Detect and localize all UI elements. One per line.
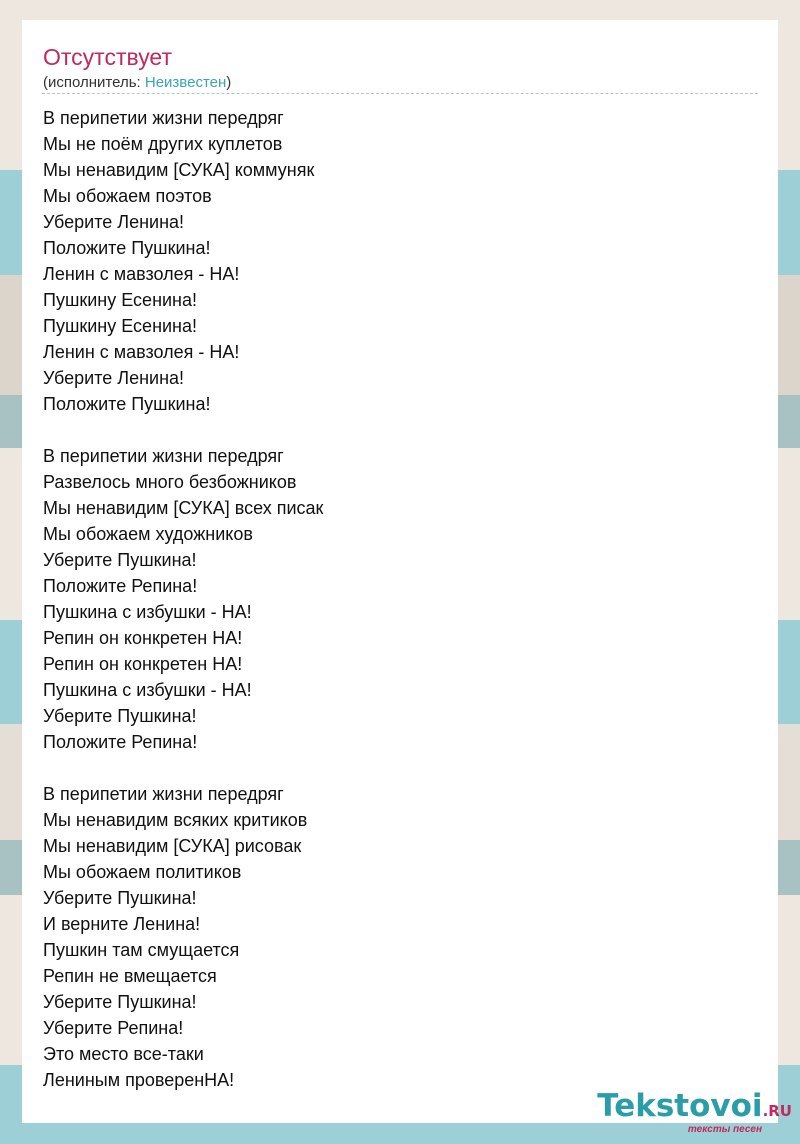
lyric-line: Мы ненавидим [СУКА] рисовак (43, 836, 302, 856)
lyric-line: Лениным проверенНА! (43, 1070, 235, 1090)
lyric-line: Положите Пушкина! (43, 238, 211, 258)
lyric-line: Уберите Пушкина! (43, 888, 197, 908)
lyrics-sheet (22, 20, 778, 1123)
artist-link[interactable]: Неизвестен (144, 74, 227, 91)
lyric-line: Положите Репина! (43, 732, 198, 752)
artist-suffix: ) (226, 74, 232, 91)
lyric-line: Репин не вмещается (43, 966, 217, 986)
lyric-line: Уберите Ленина! (43, 368, 185, 388)
lyric-line: Пушкину Есенина! (43, 316, 198, 336)
lyric-line: Уберите Ленина! (43, 212, 185, 232)
lyric-line: Мы обожаем художников (43, 524, 253, 544)
site-logo[interactable] (597, 1090, 792, 1136)
logo-tld: .RU (762, 1102, 792, 1120)
lyric-line: Мы ненавидим всяких критиков (43, 810, 308, 830)
stanza-gap (43, 417, 323, 443)
lyric-line: Уберите Пушкина! (43, 550, 197, 570)
lyric-line: Ленин с мавзолея - НА! (43, 264, 240, 284)
lyric-line: Мы ненавидим [СУКА] всех писак (43, 498, 324, 518)
stanza-gap (43, 755, 323, 781)
lyric-line: Положите Пушкина! (43, 394, 211, 414)
lyric-line: В перипетии жизни передряг (43, 784, 284, 804)
lyric-line: Пушкина с избушки - НА! (43, 602, 252, 622)
lyric-line: Мы обожаем политиков (43, 862, 242, 882)
lyrics-body (43, 105, 323, 1093)
lyric-line: В перипетии жизни передряг (43, 108, 284, 128)
lyric-line: Мы обожаем поэтов (43, 186, 212, 206)
lyric-line: И верните Ленина! (43, 914, 201, 934)
lyric-line: Репин он конкретен НА! (43, 654, 243, 674)
lyric-line: Развелось много безбожников (43, 472, 297, 492)
lyric-line: Уберите Пушкина! (43, 706, 197, 726)
lyric-line: Пушкин там смущается (43, 940, 240, 960)
logo-tagline: тексты песен (687, 1124, 762, 1135)
lyric-line: Уберите Пушкина! (43, 992, 197, 1012)
artist-line (43, 74, 231, 92)
lyric-line: Пушкина с избушки - НА! (43, 680, 252, 700)
logo-name: Tekstovoi (597, 1088, 763, 1124)
lyric-line: Ленин с мавзолея - НА! (43, 342, 240, 362)
lyric-line: Положите Репина! (43, 576, 198, 596)
lyric-line: В перипетии жизни передряг (43, 446, 284, 466)
divider (42, 93, 758, 94)
artist-prefix: (исполнитель: (43, 74, 145, 91)
song-title: Отсутствует (43, 44, 172, 70)
lyric-line: Репин он конкретен НА! (43, 628, 243, 648)
lyric-line: Это место все-таки (43, 1044, 204, 1064)
lyric-line: Мы не поём других куплетов (43, 134, 283, 154)
lyric-line: Мы ненавидим [СУКА] коммуняк (43, 160, 315, 180)
lyric-line: Уберите Репина! (43, 1018, 184, 1038)
lyric-line: Пушкину Есенина! (43, 290, 198, 310)
